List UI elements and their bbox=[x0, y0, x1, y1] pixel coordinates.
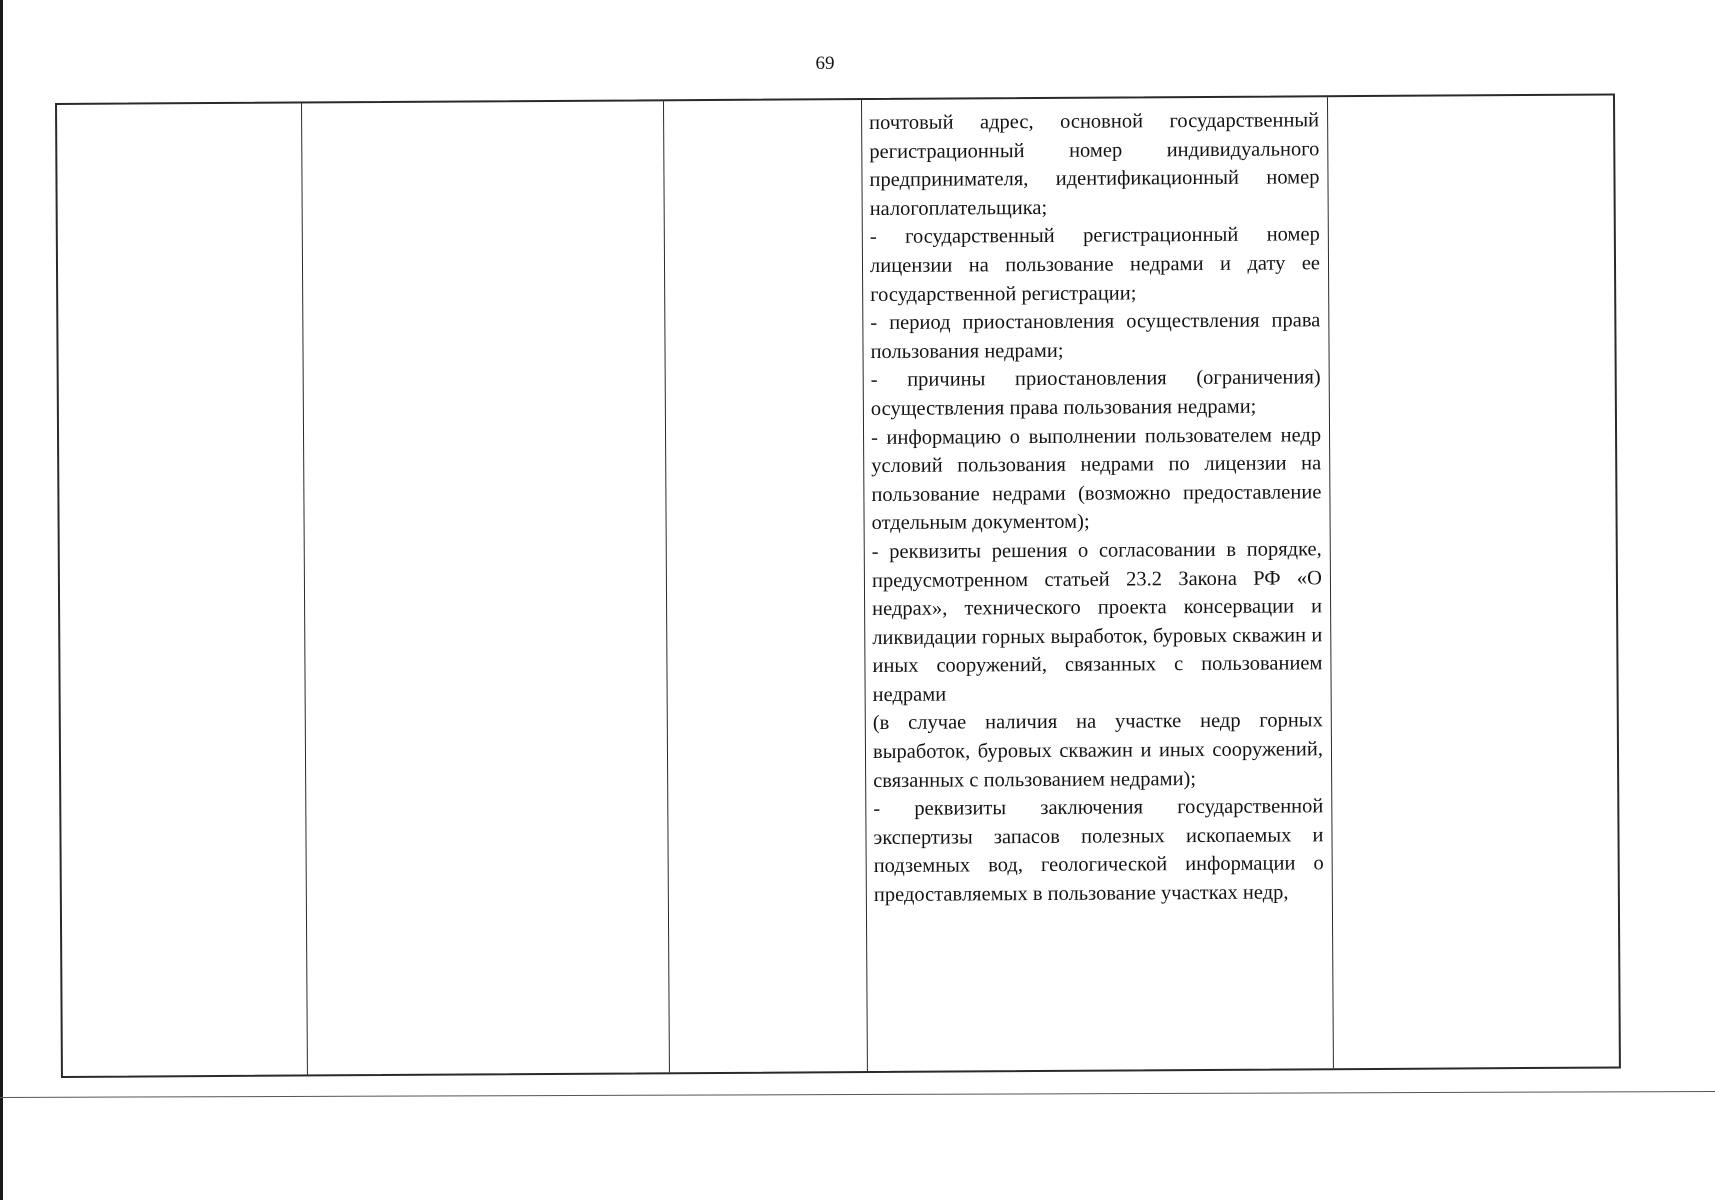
table-cell-1 bbox=[57, 103, 308, 1075]
table-cell-4 bbox=[862, 97, 1334, 1071]
cell-paragraph: - государственный регистрационный номер лицензии на пользование недрами и дату ее государственной регистрации; bbox=[869, 223, 1321, 306]
cell-paragraph: - реквизиты заключения государственной экспертизы запасов полезных ископаемых и подземных вод, геологической информации о предоставляемых в пользование участках недр, bbox=[873, 795, 1324, 907]
scan-edge bbox=[0, 0, 3, 1200]
page-divider bbox=[0, 1091, 1715, 1098]
cell-paragraph: - информацию о выполнении пользователем недр условий пользования недрами по лицензии на пользование недрами (возможно предоставление отдельным документом); bbox=[870, 423, 1322, 535]
cell-paragraph: (в случае наличия на участке недр горных выработок, буровых скважин и иных сооружений, связанных с пользованием недрами); bbox=[872, 709, 1324, 792]
table-cell-3 bbox=[664, 100, 868, 1072]
document-table bbox=[55, 93, 1621, 1078]
cell-paragraph: - период приостановления осуществления права пользования недрами; bbox=[870, 309, 1321, 363]
page-number: 69 bbox=[815, 53, 835, 74]
cell-paragraph: почтовый адрес, основной государственный регистрационный номер индивидуального предпринимателя, идентификационный номер налогоплательщика; bbox=[869, 109, 1320, 220]
cell-paragraph: - причины приостановления (ограничения) осуществления права пользования недрами; bbox=[870, 366, 1321, 420]
table-cell-2 bbox=[302, 101, 670, 1074]
cell-paragraph: - реквизиты решения о согласовании в порядке, предусмотренном статьей 23.2 Закона РФ «О недрах», технического проекта консервации и ликвидации горных выработок, буровых скважин и иных сооружений, связанных с пользованием недрами bbox=[871, 538, 1323, 706]
table-cell-5 bbox=[1328, 95, 1619, 1068]
